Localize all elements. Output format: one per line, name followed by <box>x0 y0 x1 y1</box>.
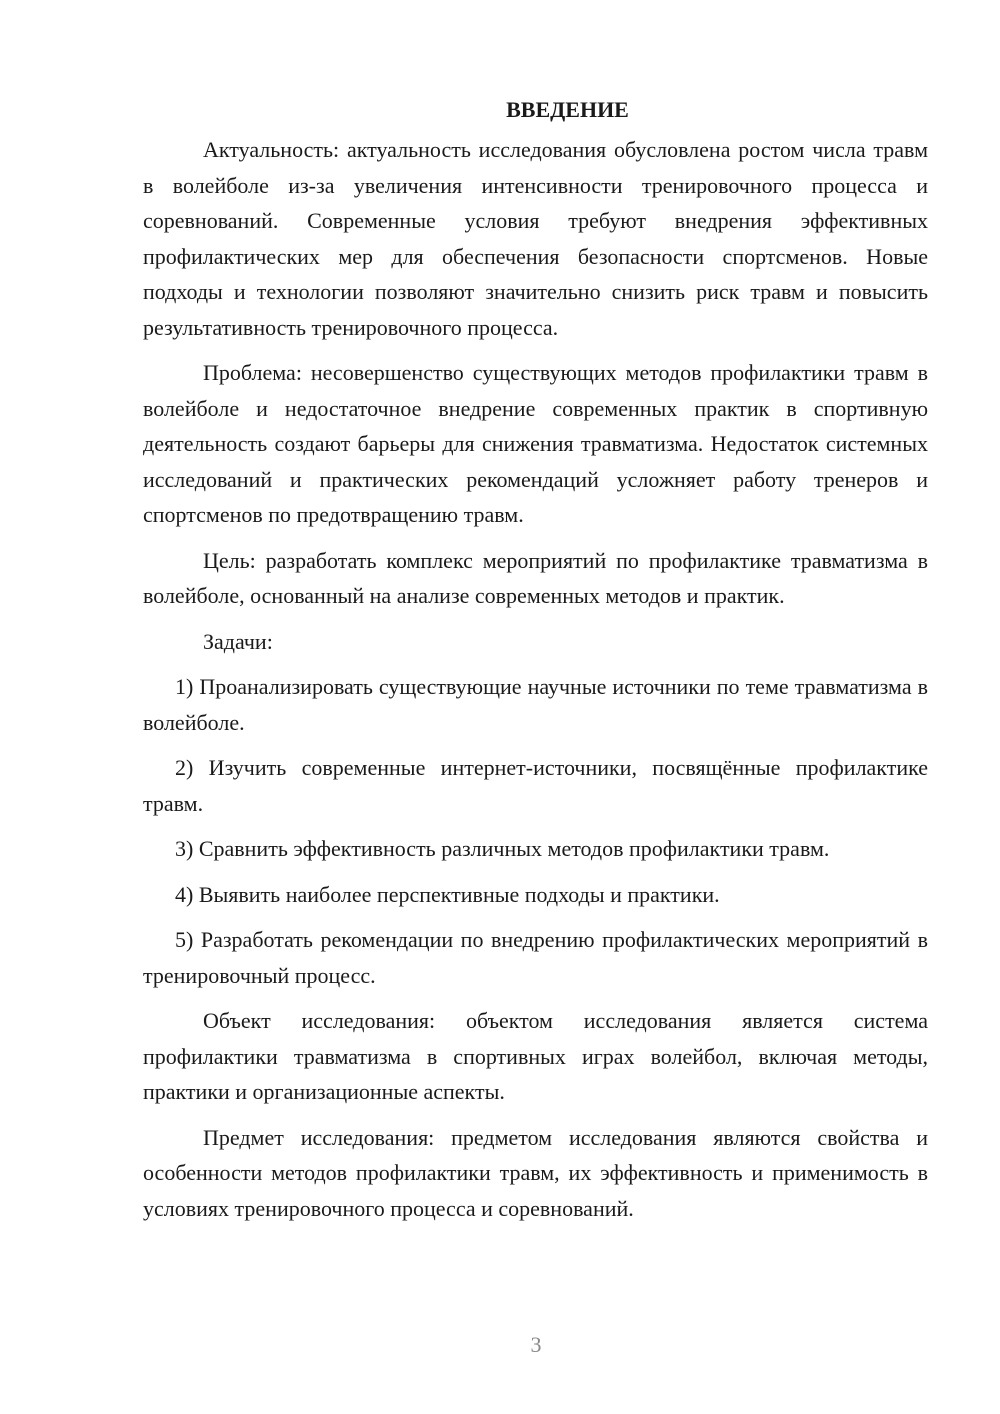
page-number: 3 <box>530 1332 542 1357</box>
document-page <box>143 92 928 1226</box>
tasks-list <box>143 669 928 993</box>
list-item: 3) Сравнить эффективность различных методов профилактики травм. <box>175 836 830 861</box>
goal-paragraph: Цель: разработать комплекс мероприятий по профилактике травматизма в волейболе, основанный на анализе современных методов и практик. <box>143 547 928 608</box>
tasks-label: Задачи: <box>203 628 273 654</box>
page-title: ВВЕДЕНИЕ <box>506 97 629 122</box>
list-item: 2) Изучить современные интернет-источники, посвящённые профилактике травм. <box>143 755 928 816</box>
list-item: 4) Выявить наиболее перспективные подходы и практики. <box>175 881 720 907</box>
problem-paragraph: Проблема: несовершенство существующих методов профилактики травм в волейболе и недостаточное внедрение современных практик в спортивную деятельность создают барьеры для снижения травматизма. Недостаток системных исследований и практических рекомендаций усложняет работу тренеров и спортсменов по предотвращению травм. <box>143 360 928 527</box>
list-item: 1) Проанализировать существующие научные источники по теме травматизма в волейболе. <box>143 674 928 735</box>
object-paragraph: Объект исследования: объектом исследования является система профилактики травматизма в спортивных играх волейбол, включая методы, практики и организационные аспекты. <box>143 1008 928 1104</box>
subject-paragraph: Предмет исследования: предметом исследования являются свойства и особенности методов профилактики травм, их эффективность и применимость в условиях тренировочного процесса и соревнований. <box>143 1124 928 1221</box>
relevance-paragraph: Актуальность: актуальность исследования обусловлена ростом числа травм в волейболе из-за увеличения интенсивности тренировочного процесса и соревнований. Современные условия требуют внедрения эффективных профилактических мер для обеспечения безопасности спортсменов. Новые подходы и технологии позволяют значительно снизить риск травм и повысить результативность тренировочного процесса. <box>143 137 928 340</box>
list-item: 5) Разработать рекомендации по внедрению профилактических мероприятий в тренировочный процесс. <box>143 927 928 988</box>
